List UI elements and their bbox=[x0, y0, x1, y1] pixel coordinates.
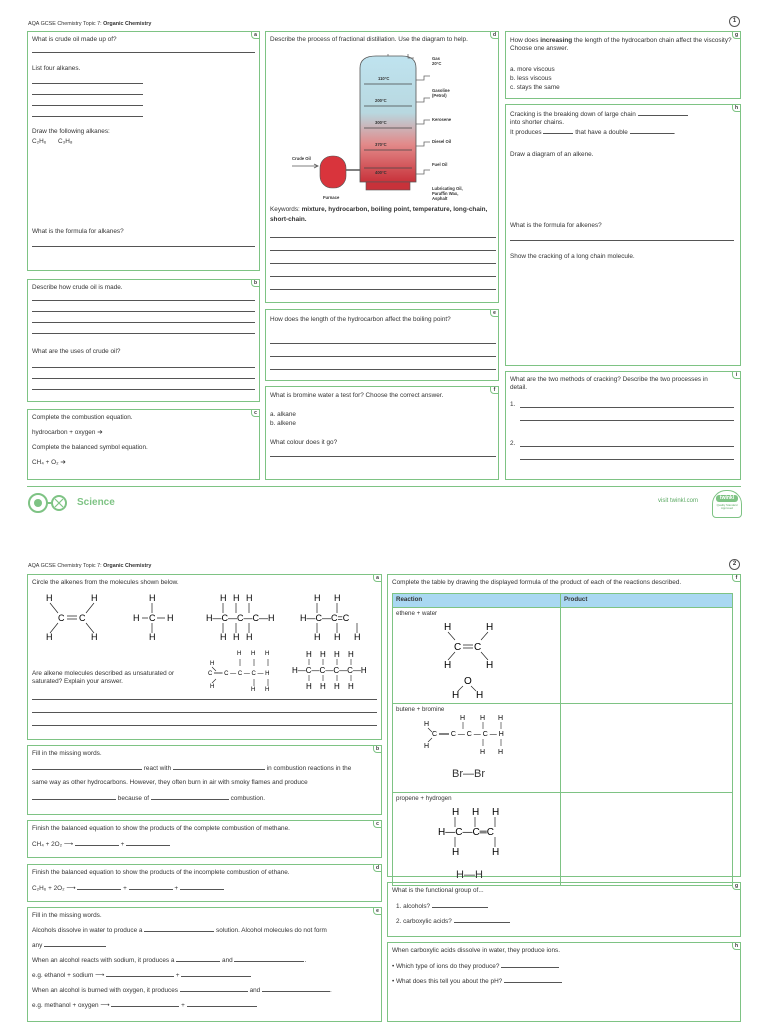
svg-text:H—C—C═C: H—C—C═C bbox=[438, 827, 494, 839]
blank[interactable] bbox=[504, 977, 562, 983]
question-text: Finish the balanced equation to show the products of the incomplete combustion of ethane. bbox=[32, 869, 290, 876]
formula-text: C₂H₆ bbox=[32, 138, 47, 145]
question-text: What are the uses of crude oil? bbox=[32, 348, 121, 355]
svg-text:C ══ C — C — C — H: C ══ C — C — C — H bbox=[432, 731, 504, 739]
question-text: How does increasing the length of the hydrocarbon chain affect the viscosity? Choose one answer. bbox=[510, 37, 732, 53]
answer-line[interactable] bbox=[520, 407, 734, 408]
svg-text:C: C bbox=[454, 642, 462, 654]
question-text: Describe the process of fractional distillation. Use the diagram to help. bbox=[270, 36, 468, 43]
svg-text:H: H bbox=[149, 593, 156, 603]
option-2: • What does this tell you about the pH? bbox=[392, 977, 562, 986]
page-2-number: 2 bbox=[729, 559, 740, 570]
product-cell[interactable] bbox=[561, 793, 733, 885]
svg-text:H: H bbox=[91, 593, 98, 603]
page-1-number: 1 bbox=[729, 16, 740, 27]
question-b bbox=[27, 745, 382, 815]
question-text: List four alkanes. bbox=[32, 65, 81, 72]
blank[interactable] bbox=[173, 764, 265, 770]
question-h bbox=[505, 104, 741, 366]
table-row bbox=[393, 704, 733, 793]
list-number: 2. bbox=[510, 440, 516, 447]
blank[interactable] bbox=[176, 956, 220, 962]
fraction-label: Lubricating Oil, Paraffin Wax, Asphalt bbox=[432, 186, 463, 201]
furnace-label: Furnace bbox=[323, 195, 340, 200]
molecule-pentane bbox=[292, 650, 367, 691]
temp-label: 300°C bbox=[375, 120, 387, 125]
fill-line-1: react with in combustion reactions in the bbox=[32, 764, 351, 773]
svg-text:H: H bbox=[424, 743, 430, 751]
blank[interactable] bbox=[181, 971, 251, 977]
butene-molecule bbox=[422, 714, 552, 764]
svg-text:H: H bbox=[492, 807, 500, 819]
svg-text:H: H bbox=[334, 650, 340, 659]
answer-line[interactable] bbox=[270, 456, 496, 457]
answer-line[interactable] bbox=[32, 389, 255, 390]
question-tag: h bbox=[732, 104, 741, 112]
svg-text:H: H bbox=[452, 807, 460, 819]
svg-text:H—C—C—C—H: H—C—C—C—H bbox=[206, 613, 275, 623]
answer-line[interactable] bbox=[270, 369, 496, 370]
question-text: Cracking is the breaking down of large chain bbox=[510, 110, 688, 119]
question-d bbox=[265, 31, 499, 303]
svg-text:O: O bbox=[464, 676, 472, 688]
svg-text:H: H bbox=[265, 651, 270, 657]
svg-text:H: H bbox=[167, 613, 174, 623]
answer-line[interactable] bbox=[32, 699, 377, 700]
blank[interactable] bbox=[77, 884, 121, 890]
temp-label: 110°C bbox=[378, 76, 390, 81]
blank[interactable] bbox=[32, 794, 116, 800]
reaction-table bbox=[392, 593, 733, 886]
option-c[interactable]: c. stays the same bbox=[510, 84, 560, 91]
badge-subtitle: Quality Standard Approved bbox=[716, 503, 738, 511]
equation-text: CH₄ + O₂ ➔ bbox=[32, 459, 66, 466]
svg-text:H: H bbox=[476, 690, 484, 699]
temp-label: 400°C bbox=[375, 170, 387, 175]
svg-text:H: H bbox=[354, 632, 361, 642]
fill-line-4: e.g. ethanol + sodium ⟶ + bbox=[32, 971, 251, 980]
svg-text:H: H bbox=[306, 650, 312, 659]
svg-text:H: H bbox=[210, 661, 215, 667]
question-g bbox=[387, 882, 741, 937]
option-b[interactable]: b. less viscous bbox=[510, 75, 552, 82]
fraction-label: Diesel Oil bbox=[432, 139, 452, 144]
question-d bbox=[27, 864, 382, 902]
footer-url[interactable]: visit twinkl.com bbox=[658, 498, 699, 504]
blank[interactable] bbox=[262, 986, 330, 992]
reaction-label: butene + bromine bbox=[396, 706, 445, 714]
question-g bbox=[505, 31, 741, 99]
blank[interactable] bbox=[234, 956, 304, 962]
answer-line[interactable] bbox=[32, 378, 255, 379]
question-text: Complete the balanced symbol equation. bbox=[32, 444, 148, 451]
answer-line[interactable] bbox=[270, 343, 496, 344]
svg-text:H: H bbox=[46, 632, 53, 642]
question-i bbox=[505, 371, 741, 480]
page-2-header: AQA GCSE Chemistry Topic 7: Organic Chemistry bbox=[28, 563, 152, 569]
fraction-label: Gasoline (Petrol) bbox=[432, 88, 450, 98]
fill-line-6: e.g. methanol + oxygen ⟶ + bbox=[32, 1001, 257, 1010]
question-text: What is the functional group of... bbox=[392, 887, 484, 894]
question-text: It produces that have a double . bbox=[510, 129, 676, 136]
svg-text:H: H bbox=[133, 613, 140, 623]
question-text: Draw a diagram of an alkene. bbox=[510, 151, 594, 158]
question-c bbox=[27, 409, 260, 480]
fraction-label: Kerosene bbox=[432, 117, 452, 122]
fill-line-3: When an alcohol reacts with sodium, it produces a and . bbox=[32, 957, 307, 964]
question-h bbox=[387, 942, 741, 1022]
question-text: How does the length of the hydrocarbon affect the boiling point? bbox=[270, 316, 451, 323]
svg-text:H: H bbox=[498, 749, 504, 757]
answer-line[interactable] bbox=[270, 276, 496, 277]
svg-text:H: H bbox=[472, 807, 480, 819]
question-text: Are alkene molecules described as unsaturated or saturated? Explain your answer. bbox=[32, 670, 175, 686]
fraction-label: Gas 20°C bbox=[432, 56, 442, 66]
fraction-label: Fuel Oil bbox=[432, 162, 448, 167]
answer-line[interactable] bbox=[270, 237, 496, 238]
svg-text:H: H bbox=[91, 632, 98, 642]
footer-divider bbox=[27, 486, 741, 487]
furnace-icon bbox=[320, 156, 346, 188]
svg-text:H: H bbox=[251, 687, 256, 693]
question-tag: c bbox=[373, 820, 382, 828]
question-e bbox=[265, 309, 499, 381]
question-text: What is the formula for alkenes? bbox=[510, 222, 602, 229]
fill-line-3: because of combustion. bbox=[32, 794, 265, 803]
option-a[interactable]: a. more viscous bbox=[510, 66, 555, 73]
answer-line[interactable] bbox=[32, 311, 255, 312]
svg-text:C: C bbox=[149, 613, 156, 623]
equation-text: hydrocarbon + oxygen ➔ bbox=[32, 429, 103, 436]
answer-line[interactable] bbox=[32, 105, 143, 106]
answer-line[interactable] bbox=[32, 52, 255, 53]
reaction-cell bbox=[393, 608, 561, 704]
blank[interactable] bbox=[106, 971, 174, 977]
svg-text:H: H bbox=[348, 650, 354, 659]
svg-text:C: C bbox=[79, 613, 86, 623]
question-text: Complete the table by drawing the displayed formula of the product of each of the reactions described. bbox=[392, 579, 682, 586]
blank[interactable] bbox=[454, 917, 510, 923]
question-a bbox=[27, 574, 382, 740]
blank[interactable] bbox=[126, 840, 170, 846]
svg-text:H: H bbox=[452, 690, 460, 699]
temp-label: 200°C bbox=[375, 98, 387, 103]
crude-oil-label: Crude Oil bbox=[292, 156, 311, 161]
svg-text:H: H bbox=[460, 715, 466, 723]
equation: CH₄ + 2O₂ ⟶ + bbox=[32, 840, 170, 849]
answer-line[interactable] bbox=[32, 246, 255, 247]
question-tag: g bbox=[732, 31, 741, 39]
blank[interactable] bbox=[144, 926, 214, 932]
svg-text:H: H bbox=[314, 632, 321, 642]
equation: C₂H₆ + 2O₂ ⟶ + + bbox=[32, 884, 224, 893]
fill-line-1: Alcohols dissolve in water to produce a solution. Alcohol molecules do not form bbox=[32, 927, 327, 934]
fill-line-5: When an alcohol is burned with oxygen, it produces and . bbox=[32, 987, 332, 994]
answer-line[interactable] bbox=[32, 712, 377, 713]
badge-title: twinkl bbox=[716, 495, 738, 502]
answer-line[interactable] bbox=[520, 459, 734, 460]
question-tag: f bbox=[490, 386, 499, 394]
answer-line[interactable] bbox=[32, 725, 377, 726]
svg-text:H—C—C=C: H—C—C=C bbox=[300, 613, 350, 623]
column-base bbox=[366, 182, 410, 190]
svg-text:H: H bbox=[220, 632, 227, 642]
svg-text:H: H bbox=[233, 593, 240, 603]
fill-line-2: same way as other hydrocarbons. However, they often burn in air with smoky flames and produce bbox=[32, 779, 308, 786]
question-text: Fill in the missing words. bbox=[32, 912, 102, 919]
svg-text:H: H bbox=[149, 632, 156, 642]
svg-text:H: H bbox=[210, 684, 215, 690]
question-tag: d bbox=[373, 864, 382, 872]
molecule-propene bbox=[300, 593, 361, 642]
blank[interactable] bbox=[180, 884, 224, 890]
blank[interactable] bbox=[32, 764, 142, 770]
question-text: What is bromine water a test for? Choose the correct answer. bbox=[270, 392, 444, 399]
reaction-label: propene + hydrogen bbox=[396, 795, 452, 803]
answer-line[interactable] bbox=[520, 446, 734, 447]
answer-line[interactable] bbox=[32, 83, 143, 84]
answer-line[interactable] bbox=[32, 94, 143, 95]
svg-text:H: H bbox=[220, 593, 227, 603]
blank[interactable] bbox=[44, 941, 106, 947]
blank[interactable] bbox=[180, 986, 248, 992]
question-tag: a bbox=[251, 31, 260, 39]
option-a[interactable]: a. alkane bbox=[270, 411, 296, 418]
blank[interactable] bbox=[543, 128, 573, 134]
fractional-distillation-diagram bbox=[288, 54, 478, 204]
product-cell[interactable] bbox=[561, 608, 733, 704]
svg-text:H: H bbox=[444, 660, 452, 672]
question-tag: e bbox=[490, 309, 499, 317]
question-tag: f bbox=[732, 574, 741, 582]
blank[interactable] bbox=[151, 794, 229, 800]
question-text: Finish the balanced equation to show the products of the complete combustion of methane. bbox=[32, 825, 290, 832]
question-text: into shorter chains. bbox=[510, 119, 564, 126]
svg-text:H: H bbox=[452, 847, 460, 859]
question-tag: d bbox=[490, 31, 499, 39]
molecule-ethene bbox=[46, 593, 98, 642]
question-tag: h bbox=[732, 942, 741, 950]
footer-brand: Science bbox=[77, 497, 115, 508]
propene-molecule bbox=[432, 803, 552, 865]
table-row bbox=[393, 793, 733, 885]
molecule-methane bbox=[133, 593, 174, 642]
question-f bbox=[265, 386, 499, 480]
molecule-propane bbox=[206, 593, 275, 642]
table-header-product: Product bbox=[561, 594, 733, 608]
svg-text:H: H bbox=[424, 721, 430, 729]
option-1: • Which type of ions do they produce? bbox=[392, 962, 559, 971]
svg-text:H: H bbox=[46, 593, 53, 603]
answer-line[interactable] bbox=[32, 300, 255, 301]
question-text: What is the formula for alkanes? bbox=[32, 228, 124, 235]
svg-text:H: H bbox=[320, 682, 326, 691]
blank[interactable] bbox=[630, 128, 674, 134]
svg-text:C: C bbox=[58, 613, 65, 623]
question-tag: a bbox=[373, 574, 382, 582]
question-tag: i bbox=[732, 371, 741, 379]
svg-text:H: H bbox=[314, 593, 321, 603]
reaction-cell bbox=[393, 793, 561, 885]
option-1: 1. alcohols? bbox=[396, 902, 488, 911]
option-2: 2. carboxylic acids? bbox=[396, 917, 510, 926]
svg-text:H: H bbox=[334, 632, 341, 642]
answer-line[interactable] bbox=[270, 356, 496, 357]
option-b[interactable]: b. alkene bbox=[270, 420, 296, 427]
question-tag: c bbox=[251, 409, 260, 417]
answer-line[interactable] bbox=[510, 240, 734, 241]
svg-text:H: H bbox=[251, 651, 256, 657]
question-text: What colour does it go? bbox=[270, 439, 338, 446]
question-text: Circle the alkenes from the molecules shown below. bbox=[32, 579, 179, 586]
question-tag: e bbox=[373, 907, 382, 915]
answer-line[interactable] bbox=[270, 289, 496, 290]
question-text: Draw the following alkanes: bbox=[32, 128, 110, 135]
blank[interactable] bbox=[75, 840, 119, 846]
question-text: Show the cracking of a long chain molecule. bbox=[510, 253, 635, 260]
svg-text:H: H bbox=[265, 687, 270, 693]
blank[interactable] bbox=[187, 1001, 257, 1007]
svg-text:H: H bbox=[348, 682, 354, 691]
blank[interactable] bbox=[501, 962, 559, 968]
svg-text:H: H bbox=[237, 651, 242, 657]
question-text: What is crude oil made up of? bbox=[32, 36, 117, 43]
svg-text:H—C—C—C—C—H: H—C—C—C—C—H bbox=[292, 666, 367, 675]
svg-text:H: H bbox=[334, 682, 340, 691]
question-tag: b bbox=[373, 745, 382, 753]
keywords: Keywords: mixture, hydrocarbon, boiling point, temperature, long-chain, short-chain. bbox=[270, 206, 488, 223]
svg-text:H: H bbox=[492, 847, 500, 859]
bromine-molecule: Br—Br bbox=[452, 768, 485, 781]
temp-label: 370°C bbox=[375, 142, 387, 147]
reaction-label: ethene + water bbox=[396, 610, 438, 617]
question-b bbox=[27, 279, 260, 402]
twinkl-badge bbox=[712, 490, 742, 518]
science-logo-icon bbox=[27, 490, 71, 516]
question-tag: b bbox=[251, 279, 260, 287]
svg-text:H: H bbox=[246, 632, 253, 642]
question-text: When carboxylic acids dissolve in water, they produce ions. bbox=[392, 947, 561, 954]
question-a bbox=[27, 31, 260, 271]
blank[interactable] bbox=[432, 902, 488, 908]
question-e bbox=[27, 907, 382, 1022]
question-text: What are the two methods of cracking? Describe the two processes in detail. bbox=[510, 376, 708, 392]
molecule-butene bbox=[208, 651, 270, 693]
svg-text:H: H bbox=[498, 715, 504, 723]
svg-text:H: H bbox=[320, 650, 326, 659]
question-tag: g bbox=[732, 882, 741, 890]
svg-text:H: H bbox=[233, 632, 240, 642]
blank[interactable] bbox=[638, 110, 688, 116]
answer-line[interactable] bbox=[270, 250, 496, 251]
answer-line[interactable] bbox=[32, 333, 255, 334]
hydrogen-molecule: H—H bbox=[456, 869, 483, 882]
page-1-header: AQA GCSE Chemistry Topic 7: Organic Chemistry bbox=[28, 21, 152, 27]
question-text: Describe how crude oil is made. bbox=[32, 284, 123, 291]
svg-text:H: H bbox=[480, 749, 486, 757]
question-text: Fill in the missing words. bbox=[32, 750, 102, 757]
list-number: 1. bbox=[510, 401, 516, 408]
svg-text:H: H bbox=[444, 622, 452, 634]
blank[interactable] bbox=[129, 884, 173, 890]
ethene-water-molecule bbox=[436, 618, 556, 698]
svg-text:H: H bbox=[306, 682, 312, 691]
svg-text:C ══ C — C — C — H: C ══ C — C — C — H bbox=[208, 671, 270, 677]
svg-text:H: H bbox=[334, 593, 341, 603]
formula-text: C₃H₈ bbox=[58, 138, 73, 145]
table-row bbox=[393, 608, 733, 704]
answer-line[interactable] bbox=[32, 116, 143, 117]
product-cell[interactable] bbox=[561, 704, 733, 793]
svg-text:C: C bbox=[474, 642, 482, 654]
svg-text:H: H bbox=[486, 660, 494, 672]
svg-text:H: H bbox=[246, 593, 253, 603]
blank[interactable] bbox=[111, 1001, 179, 1007]
answer-line[interactable] bbox=[32, 367, 255, 368]
answer-line[interactable] bbox=[520, 420, 734, 421]
column-body bbox=[360, 56, 416, 182]
answer-line[interactable] bbox=[32, 322, 255, 323]
svg-text:H: H bbox=[486, 622, 494, 634]
question-c bbox=[27, 820, 382, 858]
reaction-cell bbox=[393, 704, 561, 793]
table-header-reaction: Reaction bbox=[393, 594, 561, 608]
question-f bbox=[387, 574, 741, 882]
answer-line[interactable] bbox=[270, 263, 496, 264]
question-text: Complete the combustion equation. bbox=[32, 414, 133, 421]
fill-line-2: any bbox=[32, 941, 106, 950]
svg-text:H: H bbox=[480, 715, 486, 723]
